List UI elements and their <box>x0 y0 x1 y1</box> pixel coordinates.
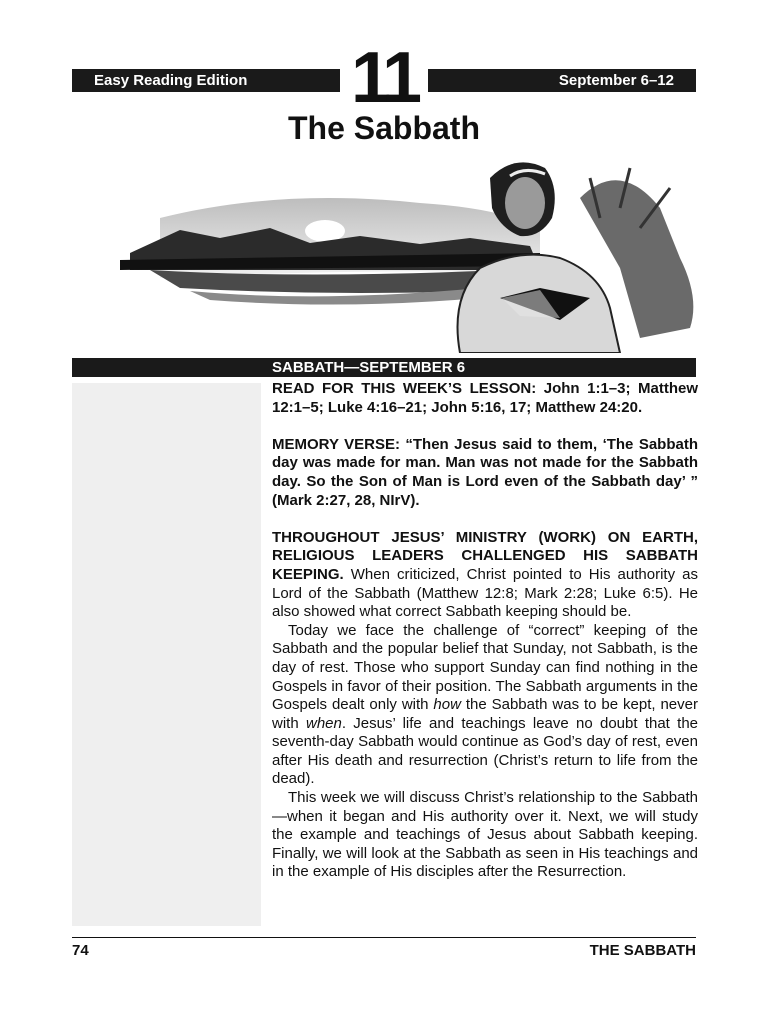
paragraph-3: This week we will discuss Christ’s relationship to the Sabbath—when it began and His authority over it. Next, we will study the example and teachings of Jesus about Sabbath keeping. Finally, we will look at the Sabbath as seen in His teachings and in the example of His disciples after the Resurrection. <box>272 789 698 881</box>
read-section <box>272 380 698 417</box>
paragraph-2-emphasis-when: when <box>305 714 342 732</box>
memory-label: MEMORY VERSE: <box>272 435 400 453</box>
paragraph-2-part-3: . Jesus’ life and teachings leave no doubt that the seventh-day Sabbath would continue as God’s day of rest, even after His death and resurrection (Christ’s return to life from the dead). <box>272 714 698 788</box>
paragraph-2 <box>272 622 698 789</box>
edition-band <box>72 69 340 92</box>
page-number: 74 <box>72 942 89 959</box>
paragraph-2-part-2: the Sabbath was to be kept, never with <box>272 696 698 732</box>
memory-verse <box>272 436 698 510</box>
intro-paragraph <box>272 529 698 622</box>
day-heading: SABBATH—SEPTEMBER 6 <box>72 358 696 377</box>
intro-lead: THROUGHOUT JESUS’ MINISTRY (WORK) ON EARTH, RELIGIOUS LEADERS CHALLENGED HIS SABBATH KEEPING. <box>272 528 698 583</box>
intro-text: When criticized, Christ pointed to His authority as Lord of the Sabbath (Matthew 12:8; Mark 2:28; Luke 6:5). He also showed what correct Sabbath keeping should be. <box>272 565 698 621</box>
read-label: READ FOR THIS WEEK’S LESSON: <box>272 380 537 397</box>
footer-rule <box>72 937 696 938</box>
dates-label: September 6–12 <box>558 72 674 89</box>
lesson-number: 11 <box>350 38 418 118</box>
illustration-woman-reading <box>120 148 710 353</box>
paragraph-2-emphasis-how: how <box>433 696 461 714</box>
paragraph-2-part-1: Today we face the challenge of “correct” keeping of the Sabbath and the popular belief that Sunday, not Sabbath, is the day of rest. Those who support Sunday can find nothing in the Gospels in favor of their position. The Sabbath arguments in the Gospels dealt only with <box>272 621 698 714</box>
lesson-text <box>272 380 698 882</box>
memory-text: “Then Jesus said to them, ‘The Sabbath day was made for man. Man was not made for the Sabbath day. So the Son of Man is Lord even of the Sabbath day’ ” (Mark 2:27, 28, NIrV). <box>272 435 699 509</box>
edition-label: Easy Reading Edition <box>94 72 248 89</box>
read-references: John 1:1–3; Matthew 12:1–5; Luke 4:16–21; John 5:16, 17; Matthew 24:20. <box>272 380 698 416</box>
running-title: THE SABBATH <box>589 942 696 959</box>
dates-band <box>428 69 696 92</box>
lesson-title: The Sabbath <box>287 110 480 146</box>
notes-panel <box>72 383 261 926</box>
